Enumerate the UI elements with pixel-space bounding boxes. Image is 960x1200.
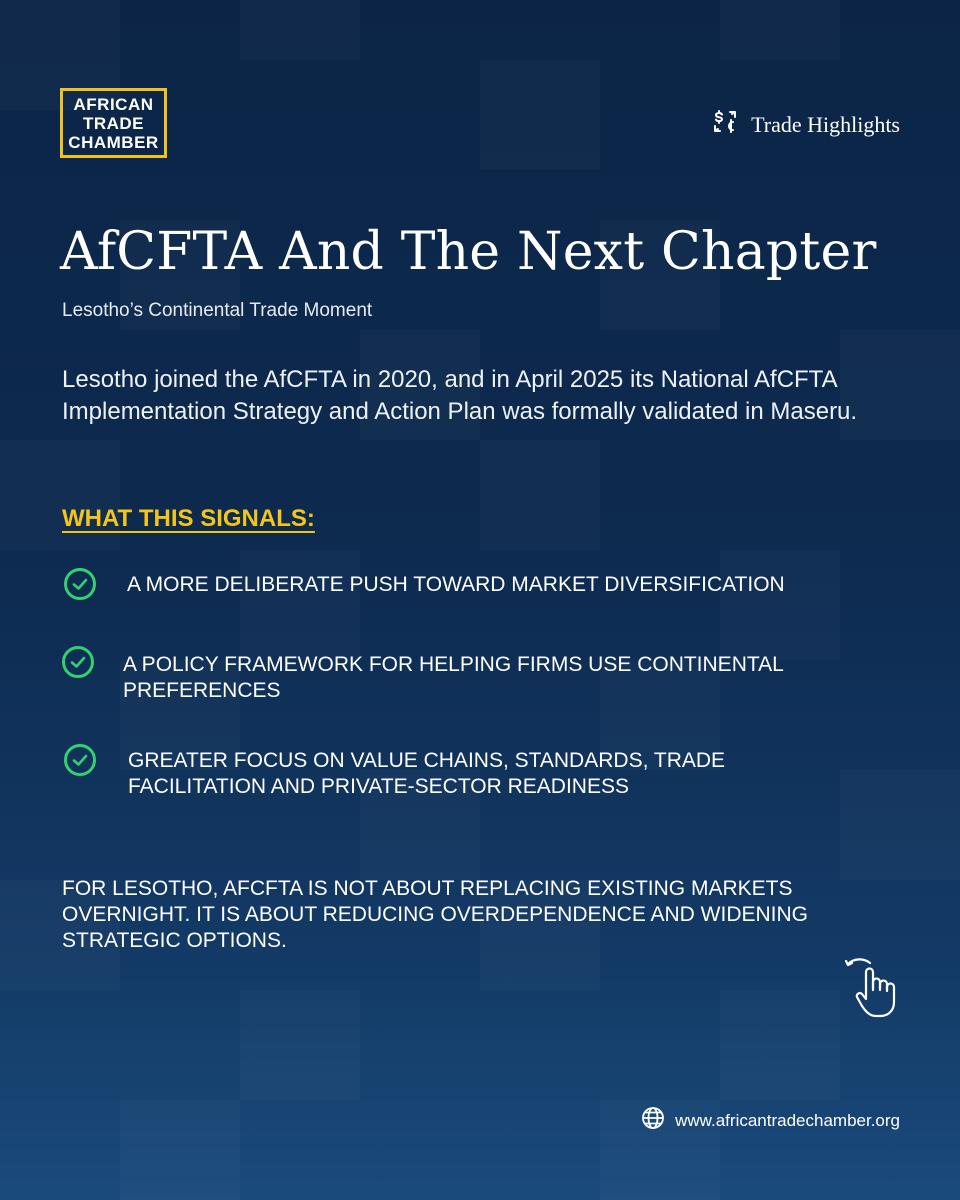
swipe-hand-icon: [840, 950, 910, 1027]
page-title: AfCFTA And The Next Chapter: [60, 222, 877, 282]
currency-exchange-icon: [711, 108, 739, 141]
african-trade-chamber-logo: [60, 88, 167, 158]
signal-item-text: A MORE DELIBERATE PUSH TOWARD MARKET DIVERSIFICATION: [127, 573, 785, 596]
check-circle-icon: [64, 568, 96, 600]
page-subtitle: Lesotho’s Continental Trade Moment: [62, 300, 373, 321]
trade-highlights-label: [711, 108, 900, 141]
signal-item: [62, 646, 823, 704]
check-circle-icon: [62, 646, 94, 678]
signal-item: [64, 744, 768, 800]
check-circle-icon: [64, 744, 96, 776]
logo-line-3: CHAMBER: [68, 132, 159, 152]
section-label: Trade Highlights: [751, 111, 900, 137]
closing-statement: FOR LESOTHO, AFCFTA IS NOT ABOUT REPLACING EXISTING MARKETS OVERNIGHT. IT IS ABOUT REDUCING OVERDEPENDENCE AND WIDENING STRATEGIC OPTIONS.: [62, 877, 809, 952]
signal-item-text: GREATER FOCUS ON VALUE CHAINS, STANDARDS, TRADE FACILITATION AND PRIVATE-SECTOR READINESS: [128, 749, 726, 798]
footer: [641, 1106, 900, 1135]
logo-line-2: TRADE: [82, 113, 145, 133]
signals-heading: WHAT THIS SIGNALS:: [62, 505, 315, 532]
globe-icon: [641, 1106, 665, 1135]
website-link[interactable]: www.africantradechamber.org: [675, 1110, 900, 1130]
signal-item-text: A POLICY FRAMEWORK FOR HELPING FIRMS USE CONTINENTAL PREFERENCES: [123, 653, 784, 702]
intro-paragraph: Lesotho joined the AfCFTA in 2020, and in April 2025 its National AfCFTA Implementation Strategy and Action Plan was formally validated in Maseru.: [62, 366, 858, 425]
logo-line-1: AFRICAN: [73, 94, 154, 114]
signal-item: [64, 568, 827, 600]
